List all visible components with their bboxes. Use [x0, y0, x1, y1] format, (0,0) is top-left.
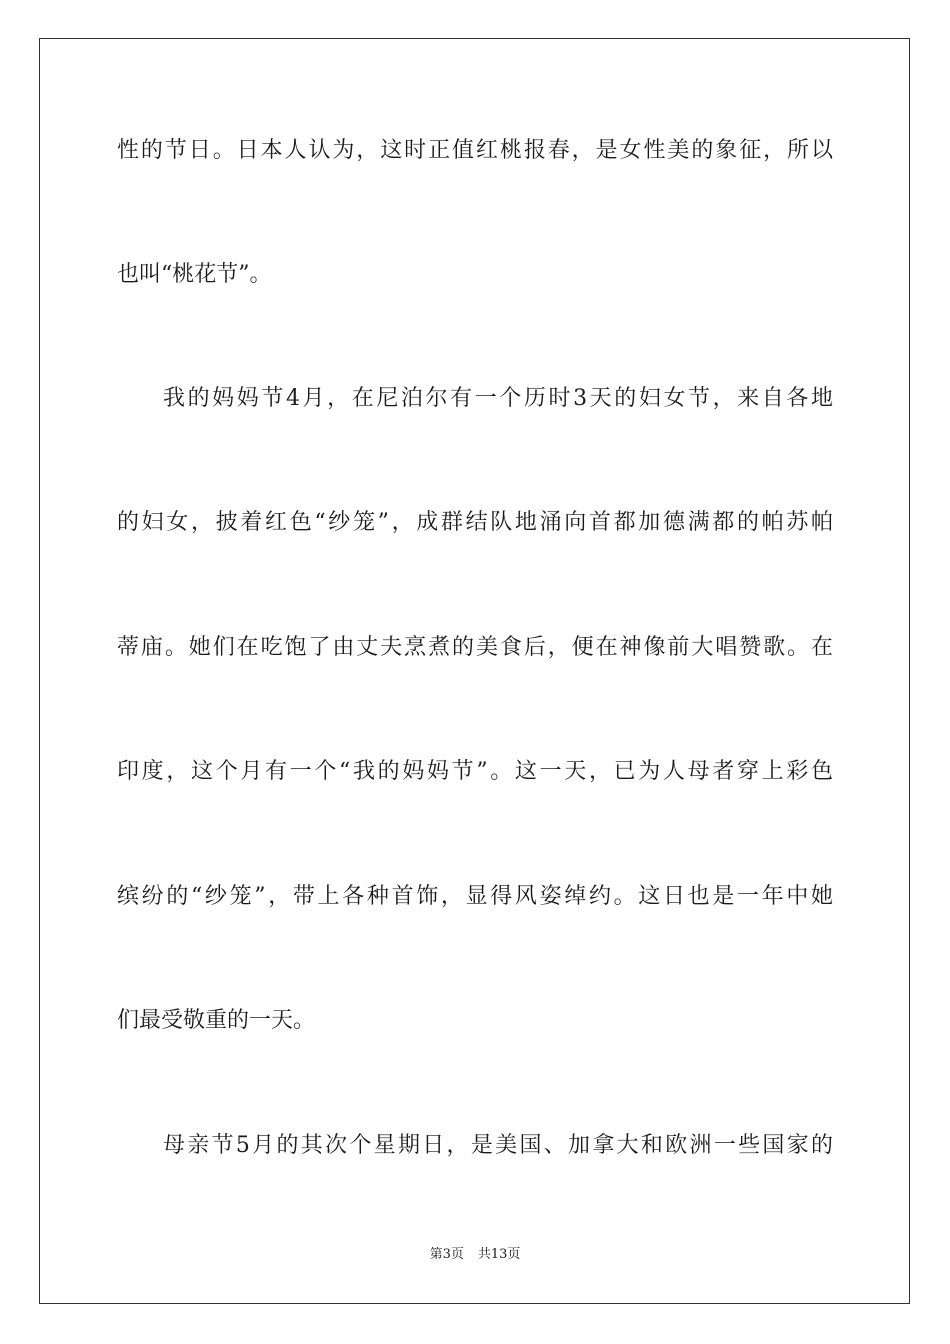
page-border — [39, 38, 910, 1304]
text-line: 们最受敬重的一天。 — [117, 1008, 316, 1033]
page-number: 第3页 — [429, 1247, 464, 1262]
text-line: 性的节日。日本人认为，这时正值红桃报春，是女性美的象征，所以 — [117, 138, 833, 163]
paragraph-first-line: 我的妈妈节4月，在尼泊尔有一个历时3天的妇女节，来自各地 — [163, 386, 833, 411]
page-footer — [0, 1246, 950, 1264]
text-line: 的妇女，披着红色“纱笼”，成群结队地涌向首都加德满都的帕苏帕 — [117, 510, 833, 535]
paragraph-first-line: 母亲节5月的其次个星期日，是美国、加拿大和欧洲一些国家的 — [163, 1133, 833, 1158]
text-line: 印度，这个月有一个“我的妈妈节”。这一天，已为人母者穿上彩色 — [117, 759, 833, 784]
text-line: 也叫“桃花节”。 — [117, 262, 272, 287]
text-line: 蒂庙。她们在吃饱了由丈夫烹煮的美食后，便在神像前大唱赞歌。在 — [117, 635, 833, 660]
page-total: 共13页 — [477, 1247, 521, 1262]
text-line: 缤纷的“纱笼”，带上各种首饰，显得风姿绰约。这日也是一年中她 — [117, 884, 833, 909]
